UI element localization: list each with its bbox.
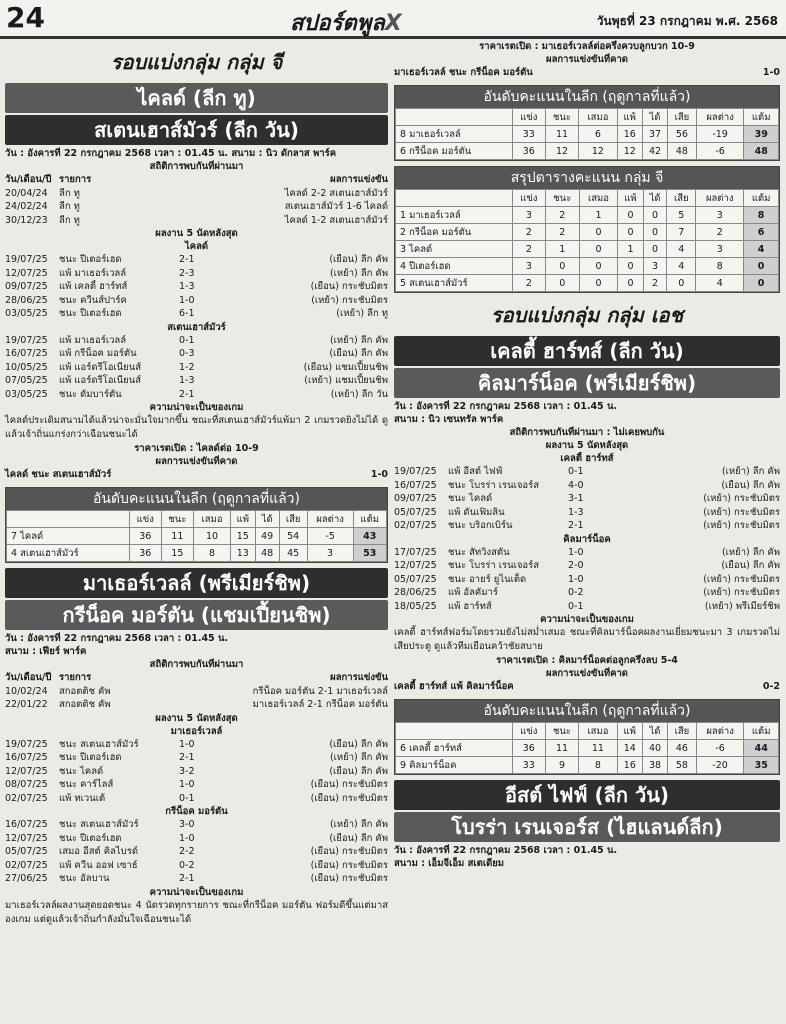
match4-when: วัน : อังคารที่ 22 กรกฎาคม 2568 เวลา : 01.45 น. bbox=[394, 845, 618, 856]
form-row: 02/07/25 แพ้ ทเวนเต้ 0-1 (เยือน) กระชับมิตร bbox=[5, 792, 388, 804]
match3-venue: สนาม : นิว เซนทรัล พาร์ค bbox=[394, 414, 504, 425]
form-row: 17/07/25 ชนะ สัทวิงสตัน 1-0 (เหย้า) ลีก คัพ bbox=[394, 546, 780, 558]
match2-venue: สนาม : เฟียร์ พาร์ค bbox=[5, 646, 87, 657]
league-standing-table: อันดับคะแนนในลีก (ฤดูกาลที่แล้ว) แข่ง ชนะ เสมอ แพ้ ได้ เสีย ผลต่าง แต้ม 8 มาเธอร์เวลล์ 33 11 6 16 37 56 -19 39 6 กรีน็อค มอร์ตัน 36 12 12 12 42 48 -6 48 bbox=[394, 85, 780, 161]
form-row: 10/05/25 แพ้ แอร์ดรีโอเนียนส์ 1-2 (เยือน) แชมเปี้ยนชิพ bbox=[5, 361, 388, 373]
prediction-title: ผลการแข่งขันที่คาด bbox=[546, 54, 628, 65]
form-row: 16/07/25 ชนะ สเตนเฮาส์มัวร์ 3-0 (เหย้า) ลีก คัพ bbox=[5, 819, 388, 830]
form-row: 02/07/25 แพ้ ควีน ออฟ เซาธ์ 0-2 (เยือน) กระชับมิตร bbox=[5, 859, 388, 871]
match3-when: วัน : อังคารที่ 22 กรกฎาคม 2568 เวลา : 01.45 น. bbox=[394, 401, 618, 412]
h2h-header: วัน/เดือน/ปี รายการ ผลการแข่งขัน bbox=[5, 174, 388, 185]
table-row: 9 คิลมาร์น็อค 33 9 8 16 38 58 -20 35 bbox=[396, 757, 779, 774]
table-row: 5 สเตนเฮาส์มัวร์ 2 0 0 0 2 0 4 0 bbox=[396, 275, 779, 292]
form-row: 16/07/25 ชนะ โบรร่า เรนเจอร์ส 4-0 (เยือน) ลีก คัพ bbox=[394, 479, 780, 491]
form-row: 03/05/25 ชนะ ปีเตอร์เฮด 6-1 (เหย้า) ลีก ทู bbox=[5, 308, 388, 319]
form-row: 03/05/25 ชนะ ดัมบาร์ตัน 2-1 (เหย้า) ลีก วัน bbox=[5, 388, 388, 400]
match3-team2: คิลมาร์น็อค (พรีเมียร์ชิพ) bbox=[394, 368, 780, 398]
table-row: 6 เคลตี้ ฮาร์ทส์ 36 11 11 14 40 46 -6 44 bbox=[396, 740, 779, 757]
match4-venue: สนาม : เอ็มจีเอ็ม สเตเดียม bbox=[394, 858, 505, 869]
odds: ราคาเรตเปิด : ไคลด์ต่อ 10-9 bbox=[134, 443, 259, 454]
h2h-header: วัน/เดือน/ปี รายการ ผลการแข่งขัน bbox=[5, 672, 388, 683]
issue-date: วันพุธที่ 23 กรกฎาคม พ.ศ. 2568 bbox=[596, 14, 778, 28]
table-row: 8 มาเธอร์เวลล์ 33 11 6 16 37 56 -19 39 bbox=[396, 126, 779, 143]
form-row: 09/07/25 แพ้ เคลตี้ ฮาร์ทส์ 1-3 (เยือน) กระชับมิตร bbox=[5, 281, 388, 292]
form-row: 27/06/25 ชนะ อัลบาน 2-1 (เยือน) กระชับมิตร bbox=[5, 873, 388, 884]
table-row: 3 ไคลด์ 2 1 0 1 0 4 3 4 bbox=[396, 241, 779, 258]
form-row: 05/07/25 เสมอ อีสต์ คิลไบรด์ 2-2 (เยือน) กระชับมิตร bbox=[5, 846, 388, 857]
table-row: 1 มาเธอร์เวลล์ 3 2 1 0 0 5 3 8 bbox=[396, 207, 779, 224]
group-g-table: สรุปตารางคะแนน กลุ่ม จี แข่ง ชนะ เสมอ แพ้ ได้ เสีย ผลต่าง แต้ม 1 มาเธอร์เวลล์ 3 2 1 0 0 5 3 8 2 กรีน็อค มอร์ตัน 2 2 0 0 0 7 2 6 3 ไคลด์ 2 1 0 1 0 4 3 4 4 ปีเตอร์เฮด 3 0 0 0 3 4 8 0 5 สเตนเฮาส์มัวร์ 2 0 0 0 2 0 4 0 bbox=[394, 166, 780, 293]
chance-title: ความน่าจะเป็นของเกม bbox=[149, 886, 244, 898]
group-g-heading: รอบแบ่งกลุ่ม กลุ่ม จี bbox=[110, 50, 283, 74]
h2h-title: สถิติการพบกันที่ผ่านมา bbox=[149, 659, 244, 670]
page-header bbox=[0, 0, 786, 39]
chance-title: ความน่าจะเป็นของเกม bbox=[540, 614, 634, 625]
right-column bbox=[394, 40, 780, 870]
form-team-b: คิลมาร์น็อค bbox=[563, 533, 611, 545]
form-row: 19/07/25 ชนะ ปีเตอร์เฮด 2-1 (เยือน) ลีก คัพ bbox=[5, 254, 388, 265]
chance-text: เคลตี้ ฮาร์ทส์ฟอร์มโดยรวมยังไม่สม่ำเสมอ ชณะที่คิลมาร์น็อคผลงานเยี่ยมชนะมา 3 เกมรวดไม่เสียประตู ดูแล้วทีมเยือนคว้าชัยสบาย bbox=[394, 627, 780, 652]
left-column bbox=[5, 40, 388, 927]
form-row: 12/07/25 ชนะ ไคลด์ 3-2 (เยือน) ลีก คัพ bbox=[5, 765, 388, 777]
form-row: 05/07/25 แพ้ ดันเฟิมลิน 1-3 (เหย้า) กระชับมิตร bbox=[394, 506, 780, 518]
league-standing-table: อันดับคะแนนในลีก (ฤดูกาลที่แล้ว) แข่ง ชนะ เสมอ แพ้ ได้ เสีย ผลต่าง แต้ม 6 เคลตี้ ฮาร์ทส์ 36 11 11 14 40 46 -6 44 9 คิลมาร์น็อค 33 9 8 16 38 58 -20 35 bbox=[394, 699, 780, 775]
standing-title: อันดับคะแนนในลีก (ฤดูกาลที่แล้ว) bbox=[395, 86, 779, 108]
match1-when: วัน : อังคารที่ 22 กรกฎาคม 2568 เวลา : 01.45 น. สนาม : นิว ดักลาส พาร์ค bbox=[5, 148, 337, 159]
form-team-a: มาเธอร์เวลล์ bbox=[170, 725, 223, 737]
form-row: 16/07/25 แพ้ กรีน็อค มอร์ตัน 0-3 (เยือน) ลีก คัพ bbox=[5, 348, 388, 359]
brand-x: X bbox=[384, 11, 402, 36]
prediction-title: ผลการแข่งขันที่คาด bbox=[546, 668, 628, 679]
h2h-row: 24/02/24 ลีก ทู สเตนเฮาส์มัวร์ 1-6 ไคลด์ bbox=[5, 201, 388, 212]
league-standing-table: อันดับคะแนนในลีก (ฤดูกาลที่แล้ว) แข่ง ชนะ เสมอ แพ้ ได้ เสีย ผลต่าง แต้ม 7 ไคลด์ 36 11 10 15 49 54 -5 43 4 สเตนเฮาส์มัวร์ 36 15 8 13 48 45 3 53 bbox=[5, 487, 388, 563]
table-row: 4 สเตนเฮาส์มัวร์ 36 15 8 13 48 45 3 53 bbox=[7, 545, 387, 562]
form-row: 19/07/25 แพ้ มาเธอร์เวลล์ 0-1 (เหย้า) ลีก คัพ bbox=[5, 334, 388, 346]
prediction: มาเธอร์เวลล์ ชนะ กรีน็อค มอร์ตัน 1-0 bbox=[394, 67, 780, 78]
match1-team1: ไคลด์ (ลีก ทู) bbox=[5, 83, 388, 113]
form-title: ผลงาน 5 นัดหลังสุด bbox=[545, 440, 629, 451]
form-row: 09/07/25 ชนะ ไคลด์ 3-1 (เหย้า) กระชับมิตร bbox=[394, 493, 780, 504]
form-row: 19/07/25 ชนะ สเตนเฮาส์มัวร์ 1-0 (เยือน) ลีก คัพ bbox=[5, 738, 388, 750]
standing-title: อันดับคะแนนในลีก (ฤดูกาลที่แล้ว) bbox=[6, 488, 387, 510]
form-team-a: เคลตี้ ฮาร์ทส์ bbox=[560, 453, 614, 464]
table-row: 2 กรีน็อค มอร์ตัน 2 2 0 0 0 7 2 6 bbox=[396, 224, 779, 241]
chance-text: มาเธอร์เวลล์ผลงานสุดยอดชนะ 4 นัดรวดทุกรายการ ชณะที่กรีน็อค มอร์ตัน ฟอร์มดีขึ้นแต่มาสองเกม แต่ดูแล้วเจ้าถิ่นกำลังมั่นใจเฉือนชนะได้ bbox=[5, 899, 388, 925]
brand-logo bbox=[290, 5, 402, 40]
match4-team1: อีสต์ ไฟฟ์ (ลีก วัน) bbox=[394, 780, 780, 810]
h2h-title: สถิติการพบกันที่ผ่านมา bbox=[149, 161, 244, 172]
form-row: 02/07/25 ชนะ บริอกเบิร์น 2-1 (เหย้า) กระชับมิตร bbox=[394, 520, 780, 531]
page-number: 24 bbox=[6, 1, 45, 34]
form-row: 19/07/25 แพ้ อีสต์ ไฟฟ์ 0-1 (เหย้า) ลีก คัพ bbox=[394, 466, 780, 477]
form-title: ผลงาน 5 นัดหลังสุด bbox=[155, 712, 238, 724]
form-row: 12/07/25 แพ้ มาเธอร์เวลล์ 2-3 (เหย้า) ลีก คัพ bbox=[5, 267, 388, 279]
form-team-a: ไคลด์ bbox=[184, 241, 209, 252]
prediction-title: ผลการแข่งขันที่คาด bbox=[155, 456, 238, 467]
chance-title: ความน่าจะเป็นของเกม bbox=[149, 402, 244, 413]
match3-team1: เคลตี้ ฮาร์ทส์ (ลีก วัน) bbox=[394, 336, 780, 366]
brand-name: สปอร์ตพูล bbox=[290, 11, 385, 36]
table-row: 4 ปีเตอร์เฮด 3 0 0 0 3 4 8 0 bbox=[396, 258, 779, 275]
group-table-title: สรุปตารางคะแนน กลุ่ม จี bbox=[395, 167, 779, 189]
table-row: 7 ไคลด์ 36 11 10 15 49 54 -5 43 bbox=[7, 528, 387, 545]
form-row: 28/06/25 ชนะ ควีนส์ปาร์ค 1-0 (เหย้า) กระชับมิตร bbox=[5, 294, 388, 306]
h2h-row: 22/01/22 สกอตติช คัพ มาเธอร์เวลล์ 2-1 กรีน็อค มอร์ตัน bbox=[5, 699, 388, 710]
h2h-row: 10/02/24 สกอตติช คัพ กรีน็อค มอร์ตัน 2-1 มาเธอร์เวลล์ bbox=[5, 685, 388, 697]
form-row: 05/07/25 ชนะ อายร์ ยูไนเต็ด 1-0 (เหย้า) กระชับมิตร bbox=[394, 573, 780, 585]
form-row: 18/05/25 แพ้ ฮาร์ทส์ 0-1 (เหย้า) พรีเมียร์ชิพ bbox=[394, 600, 780, 612]
odds: ราคาเรตเปิด : คิลมาร์น็อคต่อลูกครึ่งลบ 5-4 bbox=[496, 655, 678, 666]
form-team-b: กรีน็อค มอร์ตัน bbox=[165, 806, 228, 817]
prediction: ไคลด์ ชนะ สเตนเฮาส์มัวร์ 1-0 bbox=[5, 469, 388, 480]
h2h-note: สถิติการพบกันที่ผ่านมา : ไม่เคยพบกัน bbox=[509, 427, 665, 438]
h2h-row: 20/04/24 ลีก ทู ไคลด์ 2-2 สเตนเฮาส์มัวร์ bbox=[5, 187, 388, 199]
h2h-row: 30/12/23 ลีก ทู ไคลด์ 1-2 สเตนเฮาส์มัวร์ bbox=[5, 214, 388, 226]
match2-when: วัน : อังคารที่ 22 กรกฎาคม 2568 เวลา : 01.45 น. bbox=[5, 633, 229, 644]
chance-text: ไคลด์ประเดิมสนามได้แล้วน่าจะมั่นใจมากขึ้น ชณะที่สเตนเฮาส์มัวร์แพ้มา 2 เกมรวดยิงไม่ได้ ดูแล้วเจ้าถิ่นแกร่งกว่าเฉือนชนะได้ bbox=[5, 415, 388, 440]
table-row: 6 กรีน็อค มอร์ตัน 36 12 12 12 42 48 -6 48 bbox=[396, 143, 779, 160]
odds: ราคาเรตเปิด : มาเธอร์เวลล์ต่อครึ่งควบลูกบวก 10-9 bbox=[479, 41, 695, 52]
form-title: ผลงาน 5 นัดหลังสุด bbox=[155, 228, 238, 239]
match1-team2: สเตนเฮาส์มัวร์ (ลีก วัน) bbox=[5, 115, 388, 145]
form-row: 16/07/25 ชนะ ปีเตอร์เฮด 2-1 (เหย้า) ลีก คัพ bbox=[5, 752, 388, 763]
form-row: 12/07/25 ชนะ ปีเตอร์เฮด 1-0 (เยือน) ลีก คัพ bbox=[5, 832, 388, 844]
prediction: เคลตี้ ฮาร์ทส์ แพ้ คิลมาร์น็อค 0-2 bbox=[394, 681, 780, 692]
form-row: 07/05/25 แพ้ แอร์ดรีโอเนียนส์ 1-3 (เหย้า) แชมเปี้ยนชิพ bbox=[5, 375, 388, 386]
match2-team2: กรีน็อค มอร์ตัน (แชมเปี้ยนชิพ) bbox=[5, 600, 388, 630]
match4-team2: โบรร่า เรนเจอร์ส (ไฮแลนด์ลีก) bbox=[394, 812, 780, 842]
form-row: 12/07/25 ชนะ โบรร่า เรนเจอร์ส 2-0 (เยือน) ลีก คัพ bbox=[394, 560, 780, 571]
form-team-b: สเตนเฮาส์มัวร์ bbox=[167, 321, 226, 333]
form-row: 28/06/25 แพ้ อัลคัมาร์ 0-2 (เหย้า) กระชับมิตร bbox=[394, 587, 780, 598]
match2-team1: มาเธอร์เวลล์ (พรีเมียร์ชิพ) bbox=[5, 568, 388, 598]
form-row: 08/07/25 ชนะ คาร์ไลส์ 1-0 (เยือน) กระชับมิตร bbox=[5, 779, 388, 790]
standing-title: อันดับคะแนนในลีก (ฤดูกาลที่แล้ว) bbox=[395, 700, 779, 722]
group-h-heading: รอบแบ่งกลุ่ม กลุ่ม เอช bbox=[490, 303, 684, 327]
